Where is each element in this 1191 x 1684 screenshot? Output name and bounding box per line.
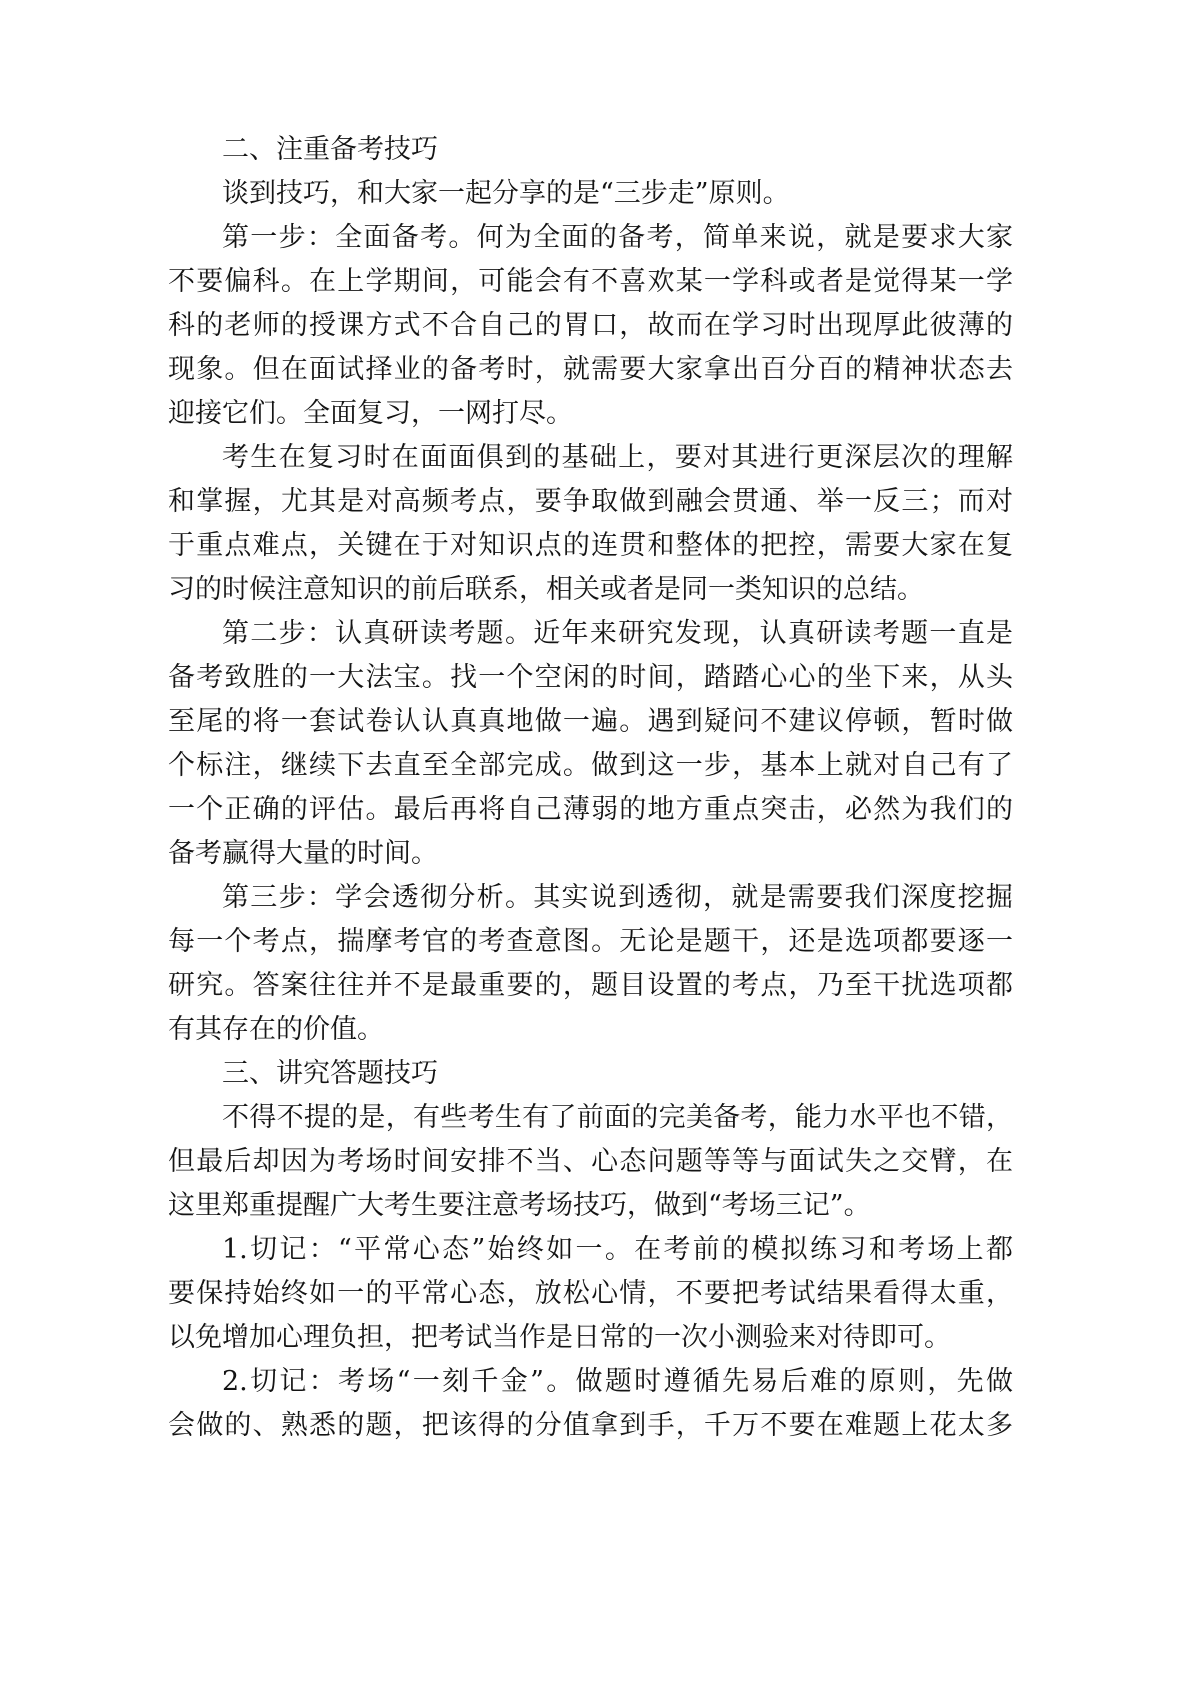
document-body xyxy=(168,128,1013,1448)
section-heading xyxy=(168,128,1013,172)
paragraph xyxy=(168,612,1013,876)
paragraph xyxy=(168,216,1013,436)
paragraph-line: 和掌握，尤其是对高频考点，要争取做到融会贯通、举一反三；而对 xyxy=(168,486,1013,517)
paragraph-line: 但最后却因为考场时间安排不当、心态问题等等与面试失之交臂，在 xyxy=(168,1146,1013,1177)
paragraph-line: 以免增加心理负担，把考试当作是日常的一次小测验来对待即可。 xyxy=(168,1322,951,1353)
paragraph xyxy=(168,1096,1013,1228)
paragraph-line: 一个正确的评估。最后再将自己薄弱的地方重点突击，必然为我们的 xyxy=(168,794,1013,825)
paragraph-line: 第二步：认真研读考题。近年来研究发现，认真研读考题一直是 xyxy=(222,618,1013,649)
paragraph-line: 习的时候注意知识的前后联系，相关或者是同一类知识的总结。 xyxy=(168,574,924,605)
paragraph-line: 第三步：学会透彻分析。其实说到透彻，就是需要我们深度挖掘 xyxy=(222,882,1013,913)
paragraph xyxy=(168,1228,1013,1360)
paragraph xyxy=(168,1360,1013,1448)
paragraph-line: 于重点难点，关键在于对知识点的连贯和整体的把控，需要大家在复 xyxy=(168,530,1013,561)
paragraph-line: 考生在复习时在面面俱到的基础上，要对其进行更深层次的理解 xyxy=(222,442,1013,473)
paragraph-line: 备考赢得大量的时间。 xyxy=(168,838,438,869)
paragraph-line: 不要偏科。在上学期间，可能会有不喜欢某一学科或者是觉得某一学 xyxy=(168,266,1013,297)
paragraph-line: 个标注，继续下去直至全部完成。做到这一步，基本上就对自己有了 xyxy=(168,750,1013,781)
paragraph-line: 1.切记：“平常心态”始终如一。在考前的模拟练习和考场上都 xyxy=(222,1234,1013,1265)
paragraph xyxy=(168,876,1013,1052)
paragraph-line: 这里郑重提醒广大考生要注意考场技巧，做到“考场三记”。 xyxy=(168,1190,871,1221)
paragraph-line: 迎接它们。全面复习，一网打尽。 xyxy=(168,398,573,429)
paragraph-line: 谈到技巧，和大家一起分享的是“三步走”原则。 xyxy=(222,178,790,209)
paragraph-line: 每一个考点，揣摩考官的考查意图。无论是题干，还是选项都要逐一 xyxy=(168,926,1013,957)
paragraph xyxy=(168,172,1013,216)
paragraph xyxy=(168,436,1013,612)
section-heading xyxy=(168,1052,1013,1096)
paragraph-line: 第一步：全面备考。何为全面的备考，简单来说，就是要求大家 xyxy=(222,222,1013,253)
paragraph-line: 现象。但在面试择业的备考时，就需要大家拿出百分百的精神状态去 xyxy=(168,354,1013,385)
paragraph-line: 2.切记：考场“一刻千金”。做题时遵循先易后难的原则，先做 xyxy=(222,1366,1013,1397)
paragraph-line: 要保持始终如一的平常心态，放松心情，不要把考试结果看得太重， xyxy=(168,1278,1013,1309)
paragraph-line: 研究。答案往往并不是最重要的，题目设置的考点，乃至干扰选项都 xyxy=(168,970,1013,1001)
heading-line: 三、讲究答题技巧 xyxy=(222,1058,438,1089)
heading-line: 二、注重备考技巧 xyxy=(222,134,438,165)
paragraph-line: 至尾的将一套试卷认认真真地做一遍。遇到疑问不建议停顿，暂时做 xyxy=(168,706,1013,737)
paragraph-line: 有其存在的价值。 xyxy=(168,1014,384,1045)
paragraph-line: 备考致胜的一大法宝。找一个空闲的时间，踏踏心心的坐下来，从头 xyxy=(168,662,1013,693)
paragraph-line: 科的老师的授课方式不合自己的胃口，故而在学习时出现厚此彼薄的 xyxy=(168,310,1013,341)
paragraph-line: 会做的、熟悉的题，把该得的分值拿到手，千万不要在难题上花太多 xyxy=(168,1410,1013,1441)
paragraph-line: 不得不提的是，有些考生有了前面的完美备考，能力水平也不错， xyxy=(222,1102,1013,1133)
